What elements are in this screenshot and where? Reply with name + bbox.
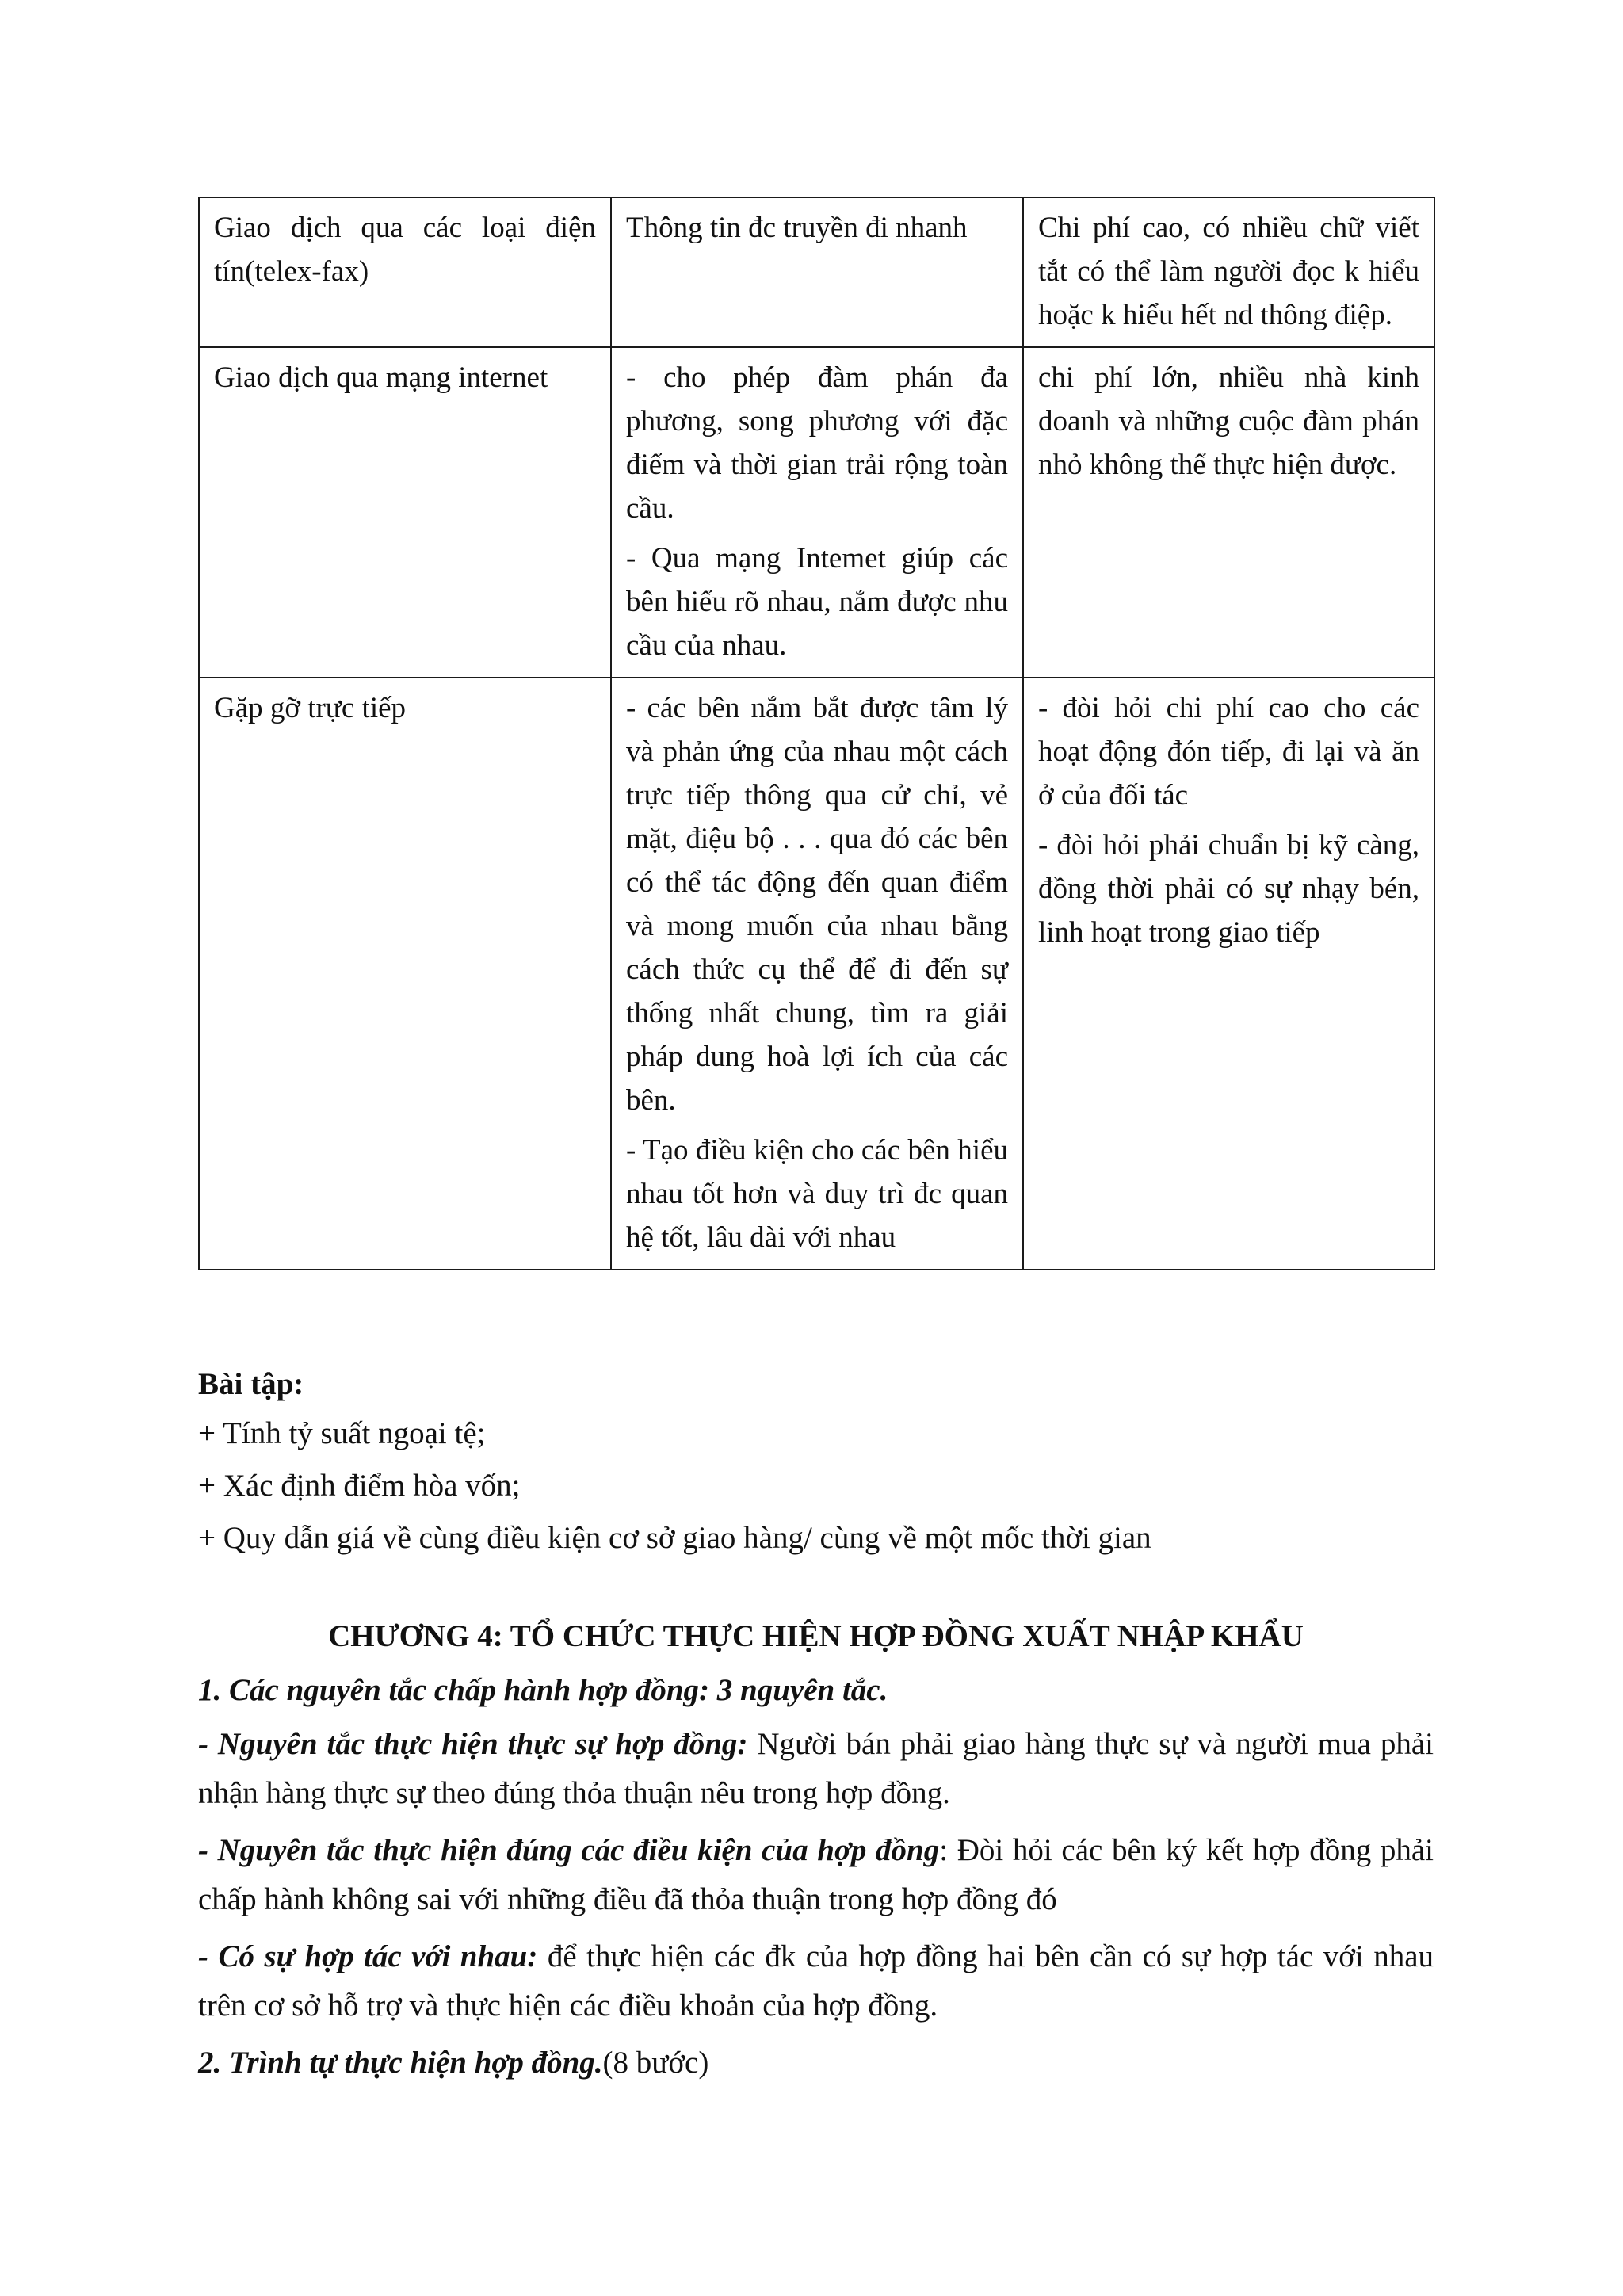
disadvantage-text: - đòi hỏi phải chuẩn bị kỹ càng, đồng thời phải có sự nhạy bén, linh hoạt trong giao tiếp bbox=[1038, 829, 1419, 949]
section-heading: 1. Các nguyên tắc chấp hành hợp đồng: 3 nguyên tắc. bbox=[198, 1673, 888, 1707]
advantages-cell bbox=[611, 678, 1023, 1270]
method-cell bbox=[199, 197, 611, 347]
advantage-text: - Tạo điều kiện cho các bên hiểu nhau tốt hơn và duy trì đc quan hệ tốt, lâu dài với nhau bbox=[626, 1134, 1008, 1254]
table-row bbox=[199, 678, 1434, 1270]
advantage-text: - cho phép đàm phán đa phương, song phương với đặc điểm và thời gian trải rộng toàn cầu. bbox=[626, 361, 1008, 525]
disadvantage-text: Chi phí cao, có nhiều chữ viết tắt có thể làm người đọc k hiểu hoặc k hiểu hết nd thông điệp. bbox=[1038, 212, 1419, 331]
disadvantage-text: chi phí lớn, nhiều nhà kinh doanh và những cuộc đàm phán nhỏ không thể thực hiện được. bbox=[1038, 361, 1419, 481]
table-row bbox=[199, 197, 1434, 347]
disadvantages-cell bbox=[1023, 678, 1434, 1270]
method-cell bbox=[199, 347, 611, 678]
principle-text: Người bán phải giao hàng thực sự và người mua phải nhận hàng thực sự theo đúng thỏa thuận nêu trong hợp đồng. bbox=[198, 1727, 1434, 1810]
chapter-title: CHƯƠNG 4: TỔ CHỨC THỰC HIỆN HỢP ĐỒNG XUẤT NHẬP KHẨU bbox=[328, 1619, 1304, 1653]
advantage-text: - Qua mạng Intemet giúp các bên hiểu rõ nhau, nắm được nhu cầu của nhau. bbox=[626, 542, 1008, 662]
table-row bbox=[199, 347, 1434, 678]
method-name: Giao dịch qua mạng internet bbox=[214, 361, 548, 394]
method-name: Gặp gỡ trực tiếp bbox=[214, 692, 407, 724]
advantages-cell bbox=[611, 197, 1023, 347]
principle-paragraph bbox=[198, 1826, 1434, 1924]
exercise-item: + Quy dẫn giá về cùng điều kiện cơ sở giao hàng/ cùng về một mốc thời gian bbox=[198, 1521, 1151, 1555]
body-text bbox=[198, 1360, 1434, 2092]
exercise-item: + Xác định điểm hòa vốn; bbox=[198, 1469, 521, 1503]
principle-label: - Có sự hợp tác với nhau: bbox=[198, 1939, 538, 1973]
principle-text: : Đòi hỏi các bên ký kết hợp đồng phải chấp hành không sai với những điều đã thỏa thuận trong hợp đồng đó bbox=[198, 1833, 1434, 1916]
section-heading bbox=[198, 2038, 1434, 2092]
disadvantages-cell bbox=[1023, 197, 1434, 347]
exercise-item: + Tính tỷ suất ngoại tệ; bbox=[198, 1416, 486, 1450]
principle-paragraph bbox=[198, 1720, 1434, 1818]
method-name: Giao dịch qua các loại điện tín(telex-fax) bbox=[214, 212, 596, 288]
advantage-text: - các bên nắm bắt được tâm lý và phản ứng của nhau một cách trực tiếp thông qua cử chỉ, vẻ mặt, điệu bộ . . . qua đó các bên có thể tác động đến quan điểm và mong muốn của nhau bằng cách thức cụ thể để đi đến sự thống nhất chung, tìm ra giải pháp dung hoà lợi ích của các bên. bbox=[626, 692, 1008, 1117]
principle-paragraph bbox=[198, 1932, 1434, 2030]
section-note: (8 bước) bbox=[602, 2046, 709, 2080]
disadvantages-cell bbox=[1023, 347, 1434, 678]
advantage-text: Thông tin đc truyền đi nhanh bbox=[626, 212, 968, 244]
principle-label: - Nguyên tắc thực hiện đúng các điều kiện của hợp đồng bbox=[198, 1833, 940, 1867]
section-heading-text: 2. Trình tự thực hiện hợp đồng. bbox=[198, 2046, 603, 2080]
exercises-title: Bài tập: bbox=[198, 1367, 304, 1401]
principle-text: để thực hiện các đk của hợp đồng hai bên cần có sự hợp tác với nhau trên cơ sở hỗ trợ và thực hiện các điều khoản của hợp đồng. bbox=[198, 1939, 1434, 2023]
advantages-cell bbox=[611, 347, 1023, 678]
communication-methods-table bbox=[198, 197, 1435, 1270]
principle-label: - Nguyên tắc thực hiện thực sự hợp đồng: bbox=[198, 1727, 748, 1761]
disadvantage-text: - đòi hỏi chi phí cao cho các hoạt động đón tiếp, đi lại và ăn ở của đối tác bbox=[1038, 692, 1419, 812]
method-cell bbox=[199, 678, 611, 1270]
